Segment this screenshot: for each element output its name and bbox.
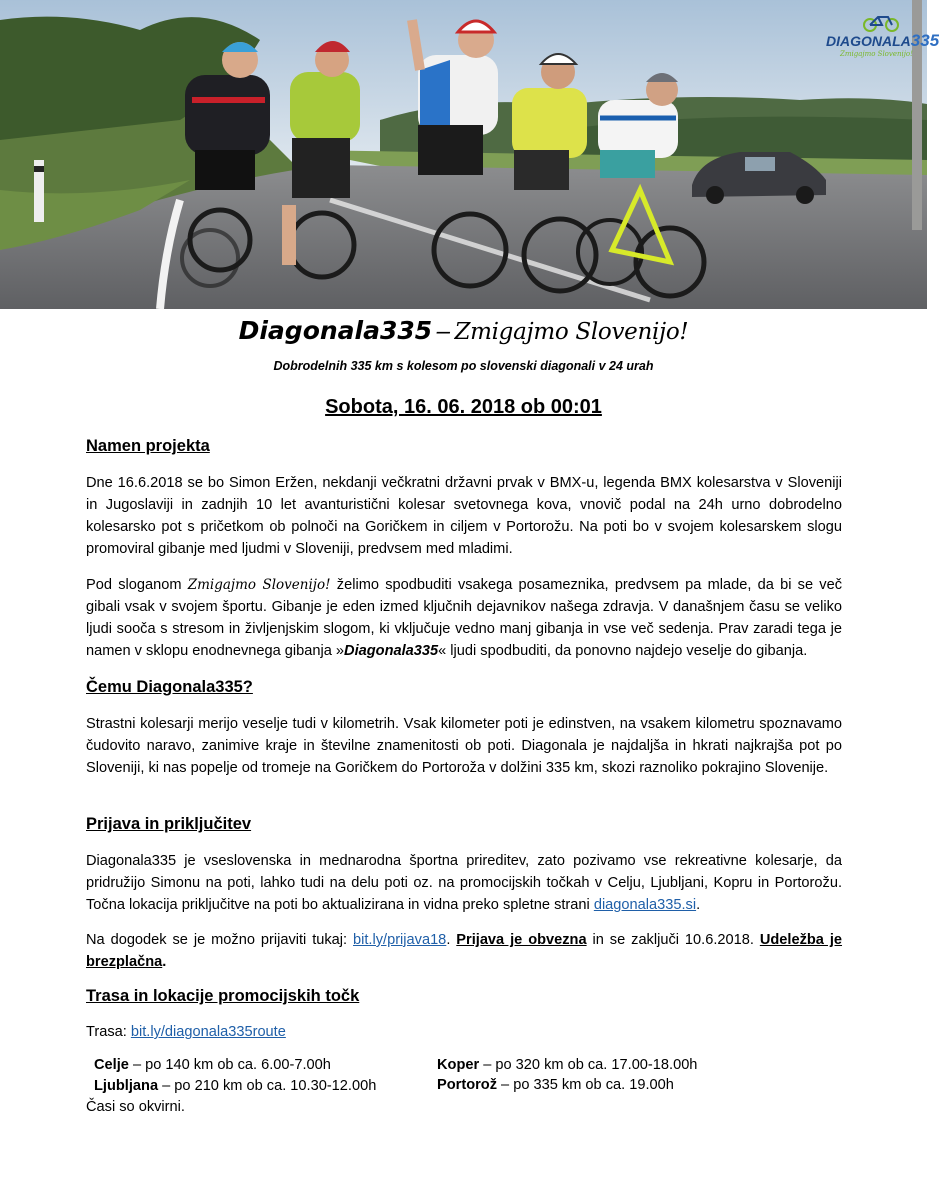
stop-celje: Celje – po 140 km ob ca. 6.00-7.00h bbox=[94, 1057, 331, 1073]
link-route[interactable]: bit.ly/diagonala335route bbox=[130, 1024, 286, 1040]
heading-trasa: Trasa in lokacije promocijskih točk bbox=[86, 987, 360, 1005]
stop-koper: Koper – po 320 km ob ca. 17.00-18.00h bbox=[437, 1057, 698, 1073]
route-line: Trasa: bit.ly/diagonala335route bbox=[86, 1024, 286, 1040]
times-note: Časi so okvirni. bbox=[86, 1099, 185, 1115]
link-diagonala335-si[interactable]: diagonala335.si bbox=[593, 897, 697, 913]
heading-prijava: Prijava in priključitev bbox=[86, 815, 252, 833]
registration-required: Prijava je obvezna bbox=[456, 932, 587, 948]
title-dash: – bbox=[436, 318, 450, 345]
paragraph-namen-1: Dne 16.6.2018 se bo Simon Eržen, nekdanji večkratni državni prvak v BMX-u, legenda BMX kolesarstva v Sloveniji in Jugoslaviji in zadnjih 10 let avanturistični kolesar svetovnega kova, vnovič podal na 24h urno dobrodelno kolesarsko pot s pričetkom ob polnoči na Goričkem in ciljem v Portorožu. Na poti bo v svojem kolesarskem slogu promoviral gibanje med ljudmi v Sloveniji, predvsem med mladimi. bbox=[86, 475, 842, 557]
cyclists-illustration bbox=[0, 0, 927, 309]
heading-cemu-diagonala: Čemu Diagonala335? bbox=[86, 678, 253, 696]
title-slogan: Zmigajmo Slovenijo! bbox=[454, 319, 689, 345]
logo-tagline: Zmigajmo Slovenijo! bbox=[840, 50, 913, 58]
bicycle-icon bbox=[862, 14, 902, 32]
stop-portoroz: Portorož – po 335 km ob ca. 19.00h bbox=[437, 1077, 674, 1093]
page-title bbox=[0, 316, 927, 346]
paragraph-cemu: Strastni kolesarji merijo veselje tudi v kilometrih. Vsak kilometer poti je edinstven, na vsakem kilometru spoznavamo čudovito naravo, zanimive kraje in številne znamenitosti ob poti. Diagonala je najdaljša in hkrati najkrajša pot po Sloveniji, ki nas popelje od tromeje na Goričkem do Portoroža v dolžini 335 km, skozi raznoliko pokrajino Slovenije. bbox=[86, 716, 842, 776]
heading-namen-projekta: Namen projekta bbox=[86, 437, 210, 455]
inline-slogan: Zmigajmo Slovenijo! bbox=[187, 577, 331, 593]
paragraph-namen-2: Pod sloganom Zmigajmo Slovenijo! želimo spodbuditi vsakega posameznika, predvsem pa mlade, da bi se več gibali vsak v svojem športu. Gibanje je eden izmed ključnih dejavnikov našega zdravja. V današnjem času se veliko ljudi sooča s stresom in življenjskim slogom, ki vključuje vedno manj gibanja in vse več sedenja. Prav zaradi tega je namen v sklopu enodnevnega gibanja »Diagonala335« ljudi spodbuditi, da ponovno najdejo veselje do gibanja. bbox=[86, 577, 843, 659]
subtitle: Dobrodelnih 335 km s kolesom po slovenski diagonali v 24 urah bbox=[273, 359, 654, 373]
diagonala-logo bbox=[822, 14, 939, 59]
paragraph-prijava-2: Na dogodek se je možno prijaviti tukaj: bit.ly/prijava18. Prijava je obvezna in se zaključi 10.6.2018. Udeležba je brezplačna. bbox=[86, 932, 843, 970]
paragraph-prijava-1: Diagonala335 je vseslovenska in mednarodna športna prireditev, zato pozivamo vse rekreativne kolesarje, da pridružijo Simonu na poti, lahko tudi na delu poti oz. na promocijskih točkah v Celju, Ljubljani, Kopru in Portorožu. Točna lokacija priključitve na poti bo aktualizirana in vidna preko spletne strani diagonala335.si. bbox=[86, 853, 842, 913]
stop-ljubljana: Ljubljana – po 210 km ob ca. 10.30-12.00h bbox=[94, 1078, 377, 1094]
title-brand: Diagonala335 bbox=[238, 316, 433, 345]
hero-photo bbox=[0, 0, 939, 309]
logo-text: DIAGONALA335 bbox=[826, 31, 939, 50]
participation-free: Udeležba je brezplačna bbox=[86, 932, 843, 970]
link-prijava[interactable]: bit.ly/prijava18 bbox=[353, 932, 447, 948]
inline-brand: Diagonala335 bbox=[344, 643, 439, 659]
event-date: Sobota, 16. 06. 2018 ob 00:01 bbox=[325, 396, 602, 418]
